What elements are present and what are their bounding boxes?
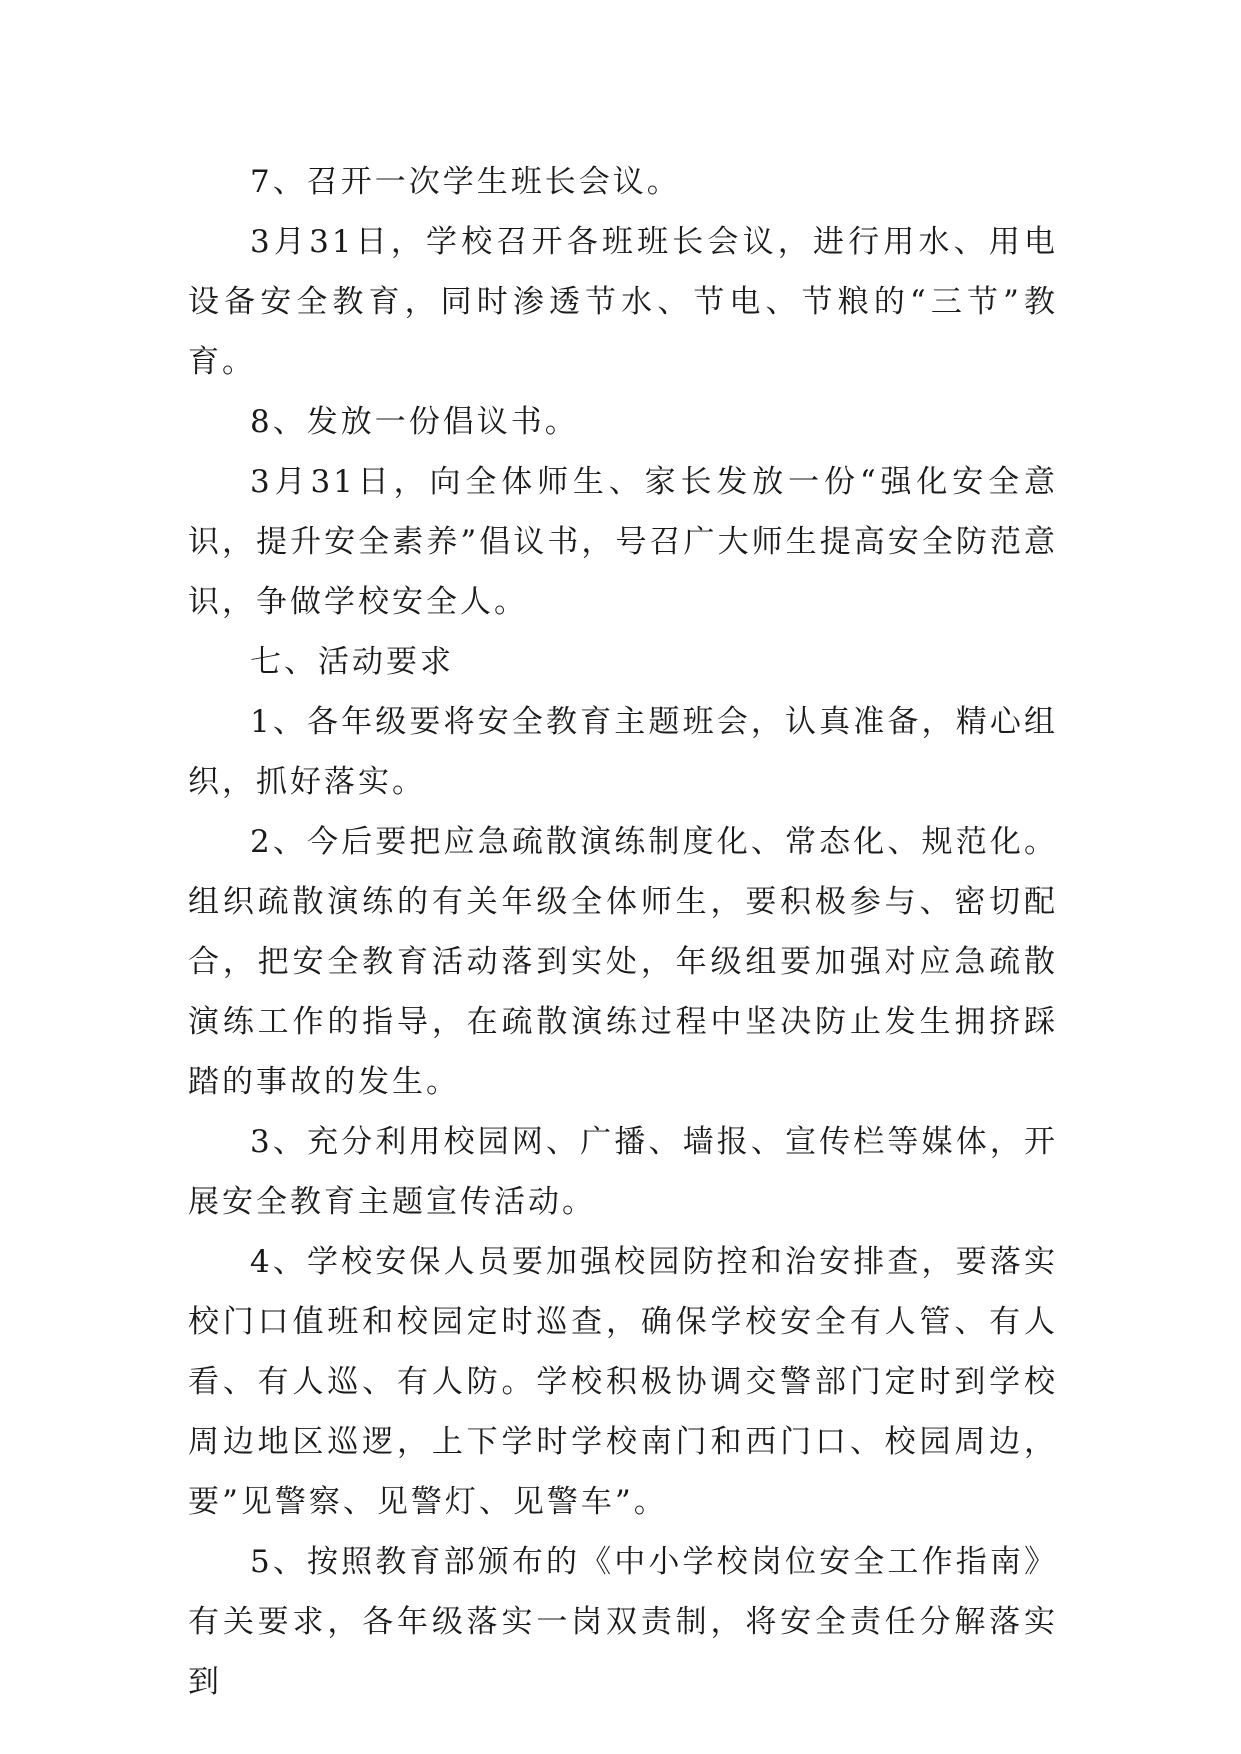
paragraph-requirement-4: 4、学校安保人员要加强校园防控和治安排查，要落实校门口值班和校园定时巡查，确保学校安全有人管、有人看、有人巡、有人防。学校积极协调交警部门定时到学校周边地区巡逻，上下学时学校南门和西门口、校园周边，要”见警察、见警灯、见警车”。 [188, 1244, 1058, 1520]
paragraph-requirement-2: 2、今后要把应急疏散演练制度化、常态化、规范化。组织疏散演练的有关年级全体师生，要积极参与、密切配合，把安全教育活动落到实处，年级组要加强对应急疏散演练工作的指导，在疏散演练过程中坚决防止发生拥挤踩踏的事故的发生。 [188, 824, 1058, 1100]
paragraph-proposal-letter: 3月31日，向全体师生、家长发放一份“强化安全意识，提升安全素养”倡议书，号召广大师生提高安全防范意识，争做学校安全人。 [188, 464, 1058, 620]
paragraph-requirement-1: 1、各年级要将安全教育主题班会，认真准备，精心组织，抓好落实。 [188, 704, 1058, 800]
paragraph-class-leader-meeting: 3月31日，学校召开各班班长会议，进行用水、用电设备安全教育，同时渗透节水、节电、节粮的“三节”教育。 [188, 224, 1058, 380]
paragraph-requirement-3: 3、充分利用校园网、广播、墙报、宣传栏等媒体，开展安全教育主题宣传活动。 [188, 1124, 1058, 1220]
paragraph-item-8-heading: 8、发放一份倡议书。 [250, 404, 579, 440]
section-heading-activity-requirements: 七、活动要求 [250, 644, 454, 680]
document-body [188, 152, 1058, 1712]
paragraph-item-7-heading: 7、召开一次学生班长会议。 [250, 164, 681, 200]
paragraph-requirement-5: 5、按照教育部颁布的《中小学校岗位安全工作指南》有关要求，各年级落实一岗双责制，将安全责任分解落实到 [188, 1544, 1058, 1700]
